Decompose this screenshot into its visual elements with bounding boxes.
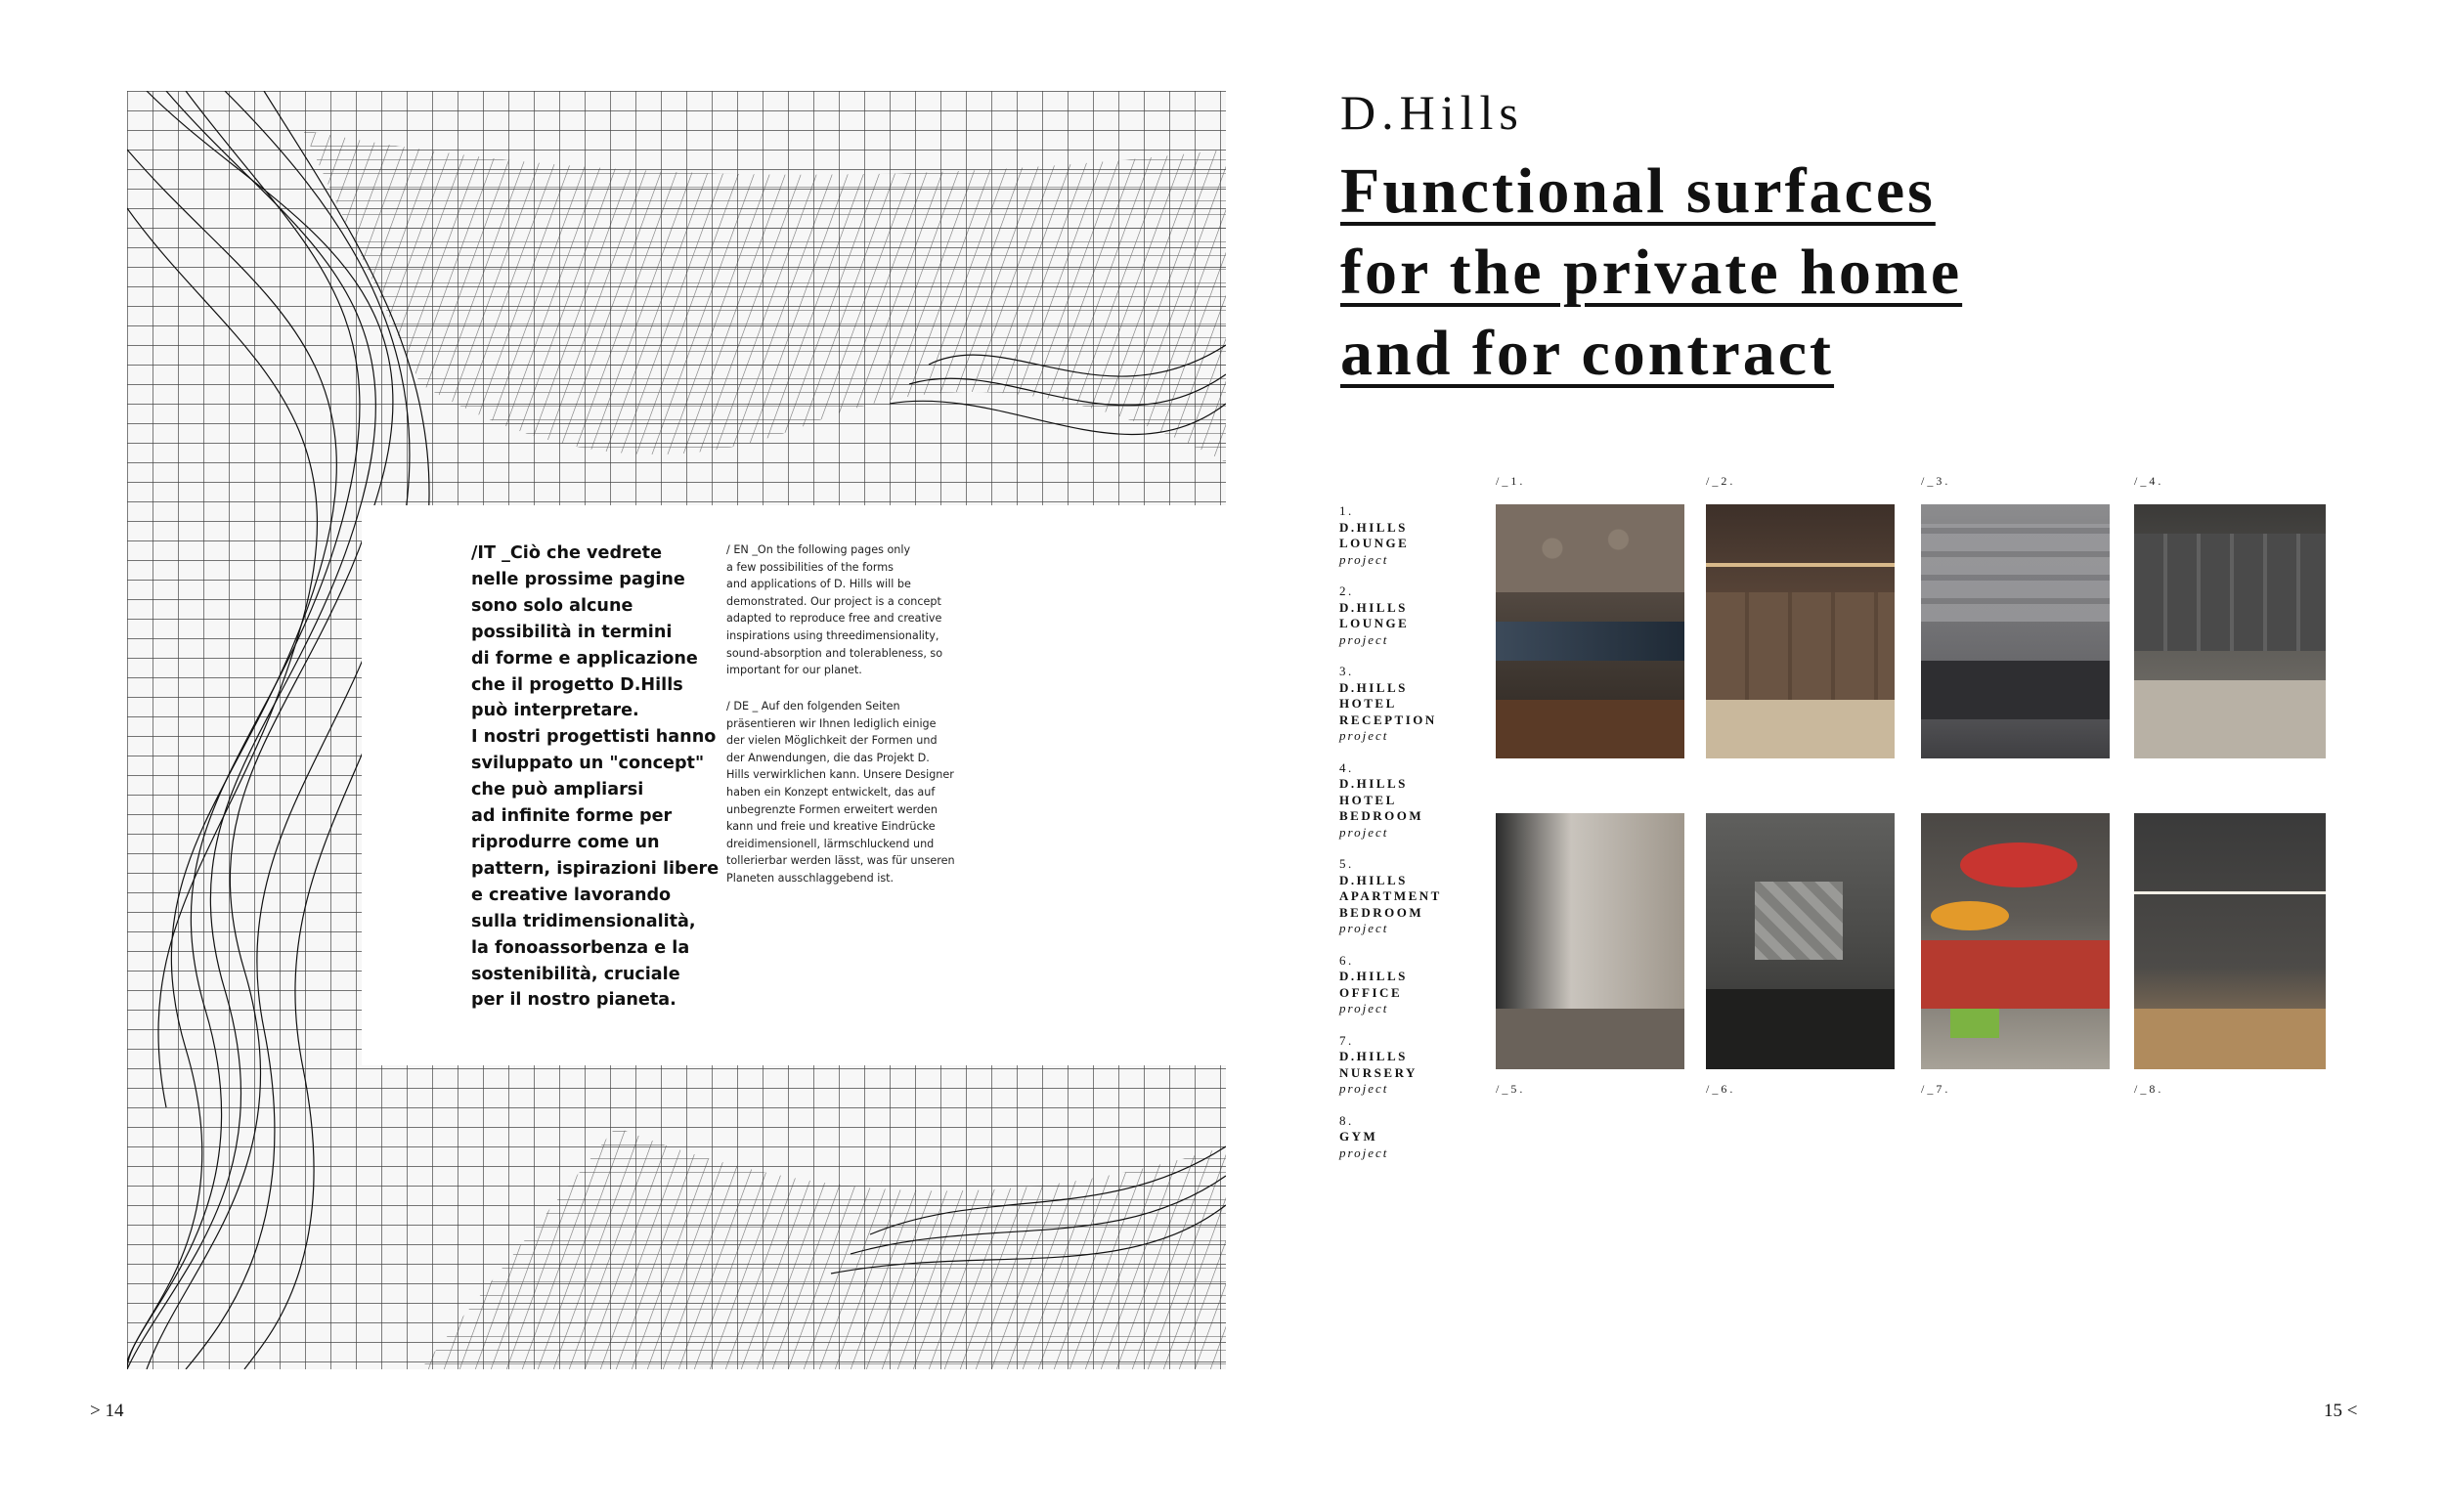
photo-nursery: [1921, 813, 2110, 1069]
photo-label-2: /_2.: [1706, 474, 1736, 488]
project-name: D.HILLS HOTEL BEDROOM: [1339, 776, 1424, 823]
headline-line: Functional surfaces: [1340, 155, 1936, 227]
page-number-right: 15 <: [2324, 1401, 2358, 1421]
project-name: D.HILLS APARTMENT BEDROOM: [1339, 872, 1442, 920]
project-number: 1.: [1339, 503, 1354, 518]
project-subtitle: project: [1339, 824, 1389, 840]
project-item: [1339, 760, 1476, 842]
photo-lounge-2: [1706, 504, 1895, 758]
project-subtitle: project: [1339, 921, 1389, 935]
project-item: [1339, 856, 1476, 937]
brand-title: D.Hills: [1340, 85, 1524, 140]
page-number-left: > 14: [90, 1401, 124, 1421]
photo-label-5: /_5.: [1496, 1082, 1526, 1096]
headline-line: and for contract: [1340, 318, 1835, 389]
project-item: [1339, 503, 1476, 568]
project-subtitle: project: [1339, 1081, 1389, 1096]
photo-hotel-bedroom: [2134, 504, 2326, 758]
photo-lounge-1: [1496, 504, 1684, 758]
project-number: 2.: [1339, 583, 1354, 598]
project-number: 7.: [1339, 1032, 1354, 1048]
project-subtitle: project: [1339, 728, 1389, 743]
project-subtitle: project: [1339, 1145, 1389, 1160]
project-number: 3.: [1339, 664, 1354, 678]
photo-label-6: /_6.: [1706, 1082, 1736, 1096]
project-item: [1339, 583, 1476, 648]
photo-office: [1706, 813, 1895, 1069]
project-subtitle: project: [1339, 631, 1389, 647]
project-name: D.HILLS LOUNGE: [1339, 599, 1410, 630]
project-name: D.HILLS OFFICE: [1339, 969, 1408, 1000]
project-name: D.HILLS HOTEL RECEPTION: [1339, 679, 1437, 727]
italian-intro-text: /IT _Ciò che vedrete nelle prossime pagine sono solo alcune possibilità in termini di forme e applicazione che il progetto D.Hills può interpretare. I nostri progettisti hanno sviluppato un "concept" che può ampliarsi ad infinite forme per riprodurre come un pattern, ispirazioni libere e creative lavorando sulla tridimensionalità, la fonoassorbenza e la sostenibilità, cruciale per il nostro pianeta.: [471, 543, 720, 1011]
project-item: [1339, 1033, 1476, 1098]
project-number: 6.: [1339, 952, 1354, 968]
project-subtitle: project: [1339, 1001, 1389, 1015]
headline: [1340, 151, 2279, 394]
project-item: [1339, 1113, 1476, 1162]
project-item: [1339, 664, 1476, 745]
photo-label-1: /_1.: [1496, 474, 1526, 488]
project-list: [1339, 503, 1476, 1177]
english-intro-text: / EN _On the following pages only a few possibilities of the forms and applications of D. Hills will be demonstrated. Our project is a concept adapted to reproduce free and creative inspirations using threedimensionality, sound-absorption and tolerableness, so important for our planet.: [726, 543, 943, 677]
project-subtitle: project: [1339, 551, 1389, 567]
german-intro-text: / DE _ Auf den folgenden Seiten präsentieren wir Ihnen lediglich einige der vielen Möglichkeit der Formen und der Anwendungen, die das Projekt D. Hills verwirklichen kann. Unsere Designer haben ein Konzept entwickelt, das auf unbegrenzte Formen erweitert werden kann und freie und kreative Eindrücke dreidimensionell, lärmschluckend und tollerierbar werden lässt, was für unseren Planeten ausschlaggebend ist.: [726, 700, 955, 885]
project-number: 5.: [1339, 856, 1354, 871]
photo-label-8: /_8.: [2134, 1082, 2164, 1096]
project-name: D.HILLS NURSERY: [1339, 1049, 1418, 1080]
project-number: 4.: [1339, 759, 1354, 775]
photo-label-7: /_7.: [1921, 1082, 1951, 1096]
project-name: GYM: [1339, 1129, 1378, 1144]
photo-label-3: /_3.: [1921, 474, 1951, 488]
photo-label-4: /_4.: [2134, 474, 2164, 488]
project-number: 8.: [1339, 1112, 1354, 1128]
headline-line: for the private home: [1340, 237, 1963, 308]
project-name: D.HILLS LOUNGE: [1339, 519, 1410, 550]
project-item: [1339, 953, 1476, 1017]
photo-apartment-bedroom: [1496, 813, 1684, 1069]
photo-hotel-reception: [1921, 504, 2110, 758]
photo-gym: [2134, 813, 2326, 1069]
